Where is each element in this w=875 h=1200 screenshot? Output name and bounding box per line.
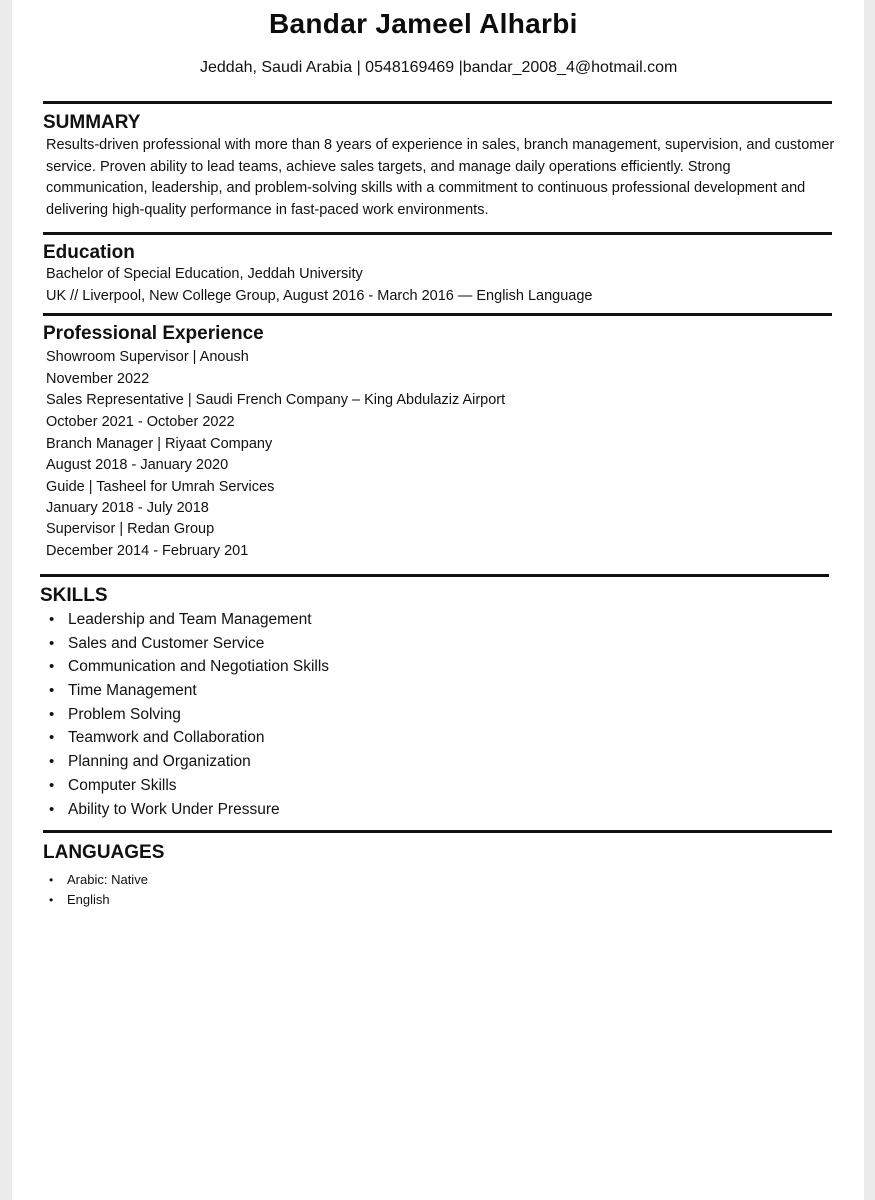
education-line: UK // Liverpool, New College Group, August 2016 - March 2016 — English Language [46, 288, 593, 304]
education-heading: Education [43, 242, 135, 263]
experience-line: December 2014 - February 201 [46, 543, 249, 559]
skill-item: • Teamwork and Collaboration [40, 727, 329, 751]
skill-item: • Computer Skills [40, 775, 329, 799]
skill-item: • Leadership and Team Management [40, 609, 329, 633]
experience-line: Branch Manager | Riyaat Company [46, 436, 273, 452]
section-divider [43, 313, 832, 316]
resume-page [12, 0, 864, 1200]
section-divider [40, 574, 829, 577]
experience-line: Guide | Tasheel for Umrah Services [46, 479, 275, 495]
skill-item: • Time Management [40, 680, 329, 704]
experience-line: August 2018 - January 2020 [46, 457, 229, 473]
experience-line: November 2022 [46, 371, 150, 387]
skills-heading: SKILLS [40, 585, 108, 606]
skill-item: • Problem Solving [40, 704, 329, 728]
skill-item: • Ability to Work Under Pressure [40, 799, 329, 823]
experience-line: Showroom Supervisor | Anoush [46, 349, 249, 365]
education-line: Bachelor of Special Education, Jeddah University [46, 266, 363, 282]
languages-list [40, 871, 148, 911]
skill-item: • Communication and Negotiation Skills [40, 656, 329, 680]
skill-item: • Planning and Organization [40, 751, 329, 775]
section-divider [43, 101, 832, 104]
section-divider [43, 830, 832, 833]
experience-line: Sales Representative | Saudi French Company – King Abdulaziz Airport [46, 392, 506, 408]
skills-list [40, 609, 329, 822]
candidate-name: Bandar Jameel Alharbi [269, 8, 578, 39]
experience-line: October 2021 - October 2022 [46, 414, 235, 430]
experience-heading: Professional Experience [43, 323, 264, 344]
language-item: • English [40, 891, 148, 911]
summary-heading: SUMMARY [43, 112, 141, 133]
experience-line: January 2018 - July 2018 [46, 500, 209, 516]
experience-line: Supervisor | Redan Group [46, 521, 215, 537]
skill-item: • Sales and Customer Service [40, 633, 329, 657]
contact-info: Jeddah, Saudi Arabia | 0548169469 |bandar_2008_4@hotmail.com [200, 59, 678, 76]
section-divider [43, 232, 832, 235]
languages-heading: LANGUAGES [43, 842, 165, 863]
language-item: • Arabic: Native [40, 871, 148, 891]
summary-text: Results-driven professional with more than 8 years of experience in sales, branch management, supervision, and customer service. Proven ability to lead teams, achieve sales targets, and manage daily operations efficiently. Strong communication, leadership, and problem-solving skills with a commitment to continuous professional development and delivering high-quality performance in fast-paced work environments. [46, 137, 835, 219]
